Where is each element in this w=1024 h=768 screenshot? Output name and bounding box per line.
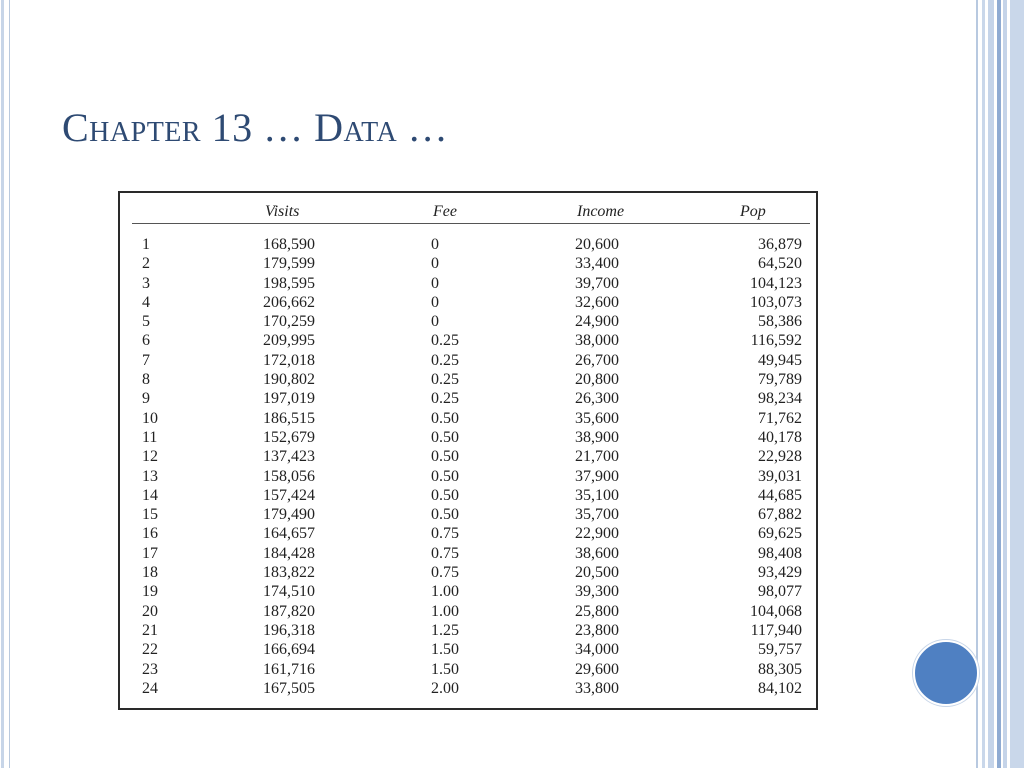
row-number: 12 — [142, 448, 158, 466]
left-border — [0, 0, 10, 768]
fee-cell: 0.25 — [431, 351, 459, 369]
income-cell: 35,100 — [575, 486, 619, 504]
table-row — [120, 274, 820, 293]
table-row — [120, 447, 820, 466]
row-number: 1 — [142, 236, 150, 253]
income-cell: 25,800 — [575, 602, 619, 620]
fee-cell: 0.50 — [431, 486, 459, 504]
visits-cell: 157,424 — [263, 486, 315, 504]
pop-cell: 36,879 — [758, 236, 802, 253]
income-cell: 33,400 — [575, 255, 619, 273]
row-number: 11 — [142, 428, 158, 446]
row-number: 13 — [142, 467, 158, 485]
pop-cell: 98,234 — [758, 390, 802, 408]
row-number: 24 — [142, 679, 158, 697]
pop-cell: 117,940 — [750, 621, 802, 639]
fee-cell: 1.00 — [431, 602, 459, 620]
income-cell: 21,700 — [575, 448, 619, 466]
fee-cell: 0 — [431, 313, 439, 331]
pop-cell: 103,073 — [750, 293, 802, 311]
visits-cell: 209,995 — [263, 332, 315, 350]
table-row — [120, 428, 820, 447]
pop-cell: 116,592 — [750, 332, 802, 350]
table-row — [120, 486, 820, 505]
visits-cell: 197,019 — [263, 390, 315, 408]
table-row — [120, 602, 820, 621]
row-number: 2 — [142, 255, 150, 273]
income-cell: 24,900 — [575, 313, 619, 331]
fee-cell: 0 — [431, 293, 439, 311]
income-cell: 35,700 — [575, 506, 619, 524]
fee-cell: 0.25 — [431, 332, 459, 350]
pop-cell: 88,305 — [758, 660, 802, 678]
header-pop: Pop — [740, 203, 766, 220]
row-number: 20 — [142, 602, 158, 620]
visits-cell: 164,657 — [263, 525, 315, 543]
slide-title: Chapter 13 … Data … — [62, 105, 449, 150]
income-cell: 32,600 — [575, 293, 619, 311]
table-row — [120, 660, 820, 679]
table-row — [120, 505, 820, 524]
row-number: 4 — [142, 293, 150, 311]
table-row — [120, 389, 820, 408]
income-cell: 26,700 — [575, 351, 619, 369]
row-number: 10 — [142, 409, 158, 427]
pop-cell: 79,789 — [758, 371, 802, 389]
pop-cell: 93,429 — [758, 564, 802, 582]
fee-cell: 0.50 — [431, 428, 459, 446]
visits-cell: 152,679 — [263, 428, 315, 446]
visits-cell: 161,716 — [263, 660, 315, 678]
income-cell: 39,300 — [575, 583, 619, 601]
fee-cell: 1.50 — [431, 641, 459, 659]
fee-cell: 0.50 — [431, 409, 459, 427]
fee-cell: 0.50 — [431, 467, 459, 485]
income-cell: 37,900 — [575, 467, 619, 485]
header-income: Income — [577, 203, 625, 220]
visits-cell: 184,428 — [263, 544, 315, 562]
visits-cell: 183,822 — [263, 564, 315, 582]
visits-cell: 198,595 — [263, 274, 315, 292]
visits-cell: 187,820 — [263, 602, 315, 620]
table-row — [120, 351, 820, 370]
table-row — [120, 293, 820, 312]
pop-cell: 59,757 — [758, 641, 802, 659]
fee-cell: 0 — [431, 255, 439, 273]
table-row — [120, 544, 820, 563]
row-number: 6 — [142, 332, 150, 350]
fee-cell: 0.75 — [431, 525, 459, 543]
table-header — [132, 203, 810, 224]
fee-cell: 1.50 — [431, 660, 459, 678]
pop-cell: 22,928 — [758, 448, 802, 466]
fee-cell: 1.00 — [431, 583, 459, 601]
row-number: 22 — [142, 641, 158, 659]
pop-cell: 98,077 — [758, 583, 802, 601]
row-number: 17 — [142, 544, 158, 562]
income-cell: 34,000 — [575, 641, 619, 659]
visits-cell: 168,590 — [263, 236, 315, 253]
visits-cell: 174,510 — [263, 583, 315, 601]
pop-cell: 104,068 — [750, 602, 802, 620]
right-border — [976, 0, 1024, 768]
table-row — [120, 467, 820, 486]
visits-cell: 196,318 — [263, 621, 315, 639]
pop-cell: 67,882 — [758, 506, 802, 524]
row-number: 21 — [142, 621, 158, 639]
income-cell: 20,600 — [575, 236, 619, 253]
table-row — [120, 621, 820, 640]
visits-cell: 167,505 — [263, 679, 315, 697]
row-number: 5 — [142, 313, 150, 331]
visits-cell: 179,490 — [263, 506, 315, 524]
row-number: 7 — [142, 351, 150, 369]
visits-cell: 172,018 — [263, 351, 315, 369]
row-number: 3 — [142, 274, 150, 292]
fee-cell: 2.00 — [431, 679, 459, 697]
fee-cell: 0 — [431, 274, 439, 292]
table-row — [120, 235, 820, 254]
row-number: 9 — [142, 390, 150, 408]
visits-cell: 190,802 — [263, 371, 315, 389]
visits-cell: 206,662 — [263, 293, 315, 311]
table-row — [120, 370, 820, 389]
header-fee: Fee — [433, 203, 457, 220]
table-row — [120, 331, 820, 350]
row-number: 18 — [142, 564, 158, 582]
data-table — [118, 191, 818, 710]
income-cell: 38,900 — [575, 428, 619, 446]
income-cell: 35,600 — [575, 409, 619, 427]
row-number: 23 — [142, 660, 158, 678]
row-number: 8 — [142, 371, 150, 389]
table-row — [120, 312, 820, 331]
income-cell: 29,600 — [575, 660, 619, 678]
fee-cell: 0.25 — [431, 390, 459, 408]
decorative-circle — [913, 640, 979, 706]
table-row — [120, 640, 820, 659]
fee-cell: 0.75 — [431, 564, 459, 582]
fee-cell: 0.25 — [431, 371, 459, 389]
table-row — [120, 679, 820, 698]
visits-cell: 158,056 — [263, 467, 315, 485]
fee-cell: 0.75 — [431, 544, 459, 562]
visits-cell: 186,515 — [263, 409, 315, 427]
pop-cell: 69,625 — [758, 525, 802, 543]
income-cell: 23,800 — [575, 621, 619, 639]
income-cell: 33,800 — [575, 679, 619, 697]
row-number: 16 — [142, 525, 158, 543]
row-number: 19 — [142, 583, 158, 601]
income-cell: 39,700 — [575, 274, 619, 292]
fee-cell: 0.50 — [431, 506, 459, 524]
income-cell: 26,300 — [575, 390, 619, 408]
fee-cell: 1.25 — [431, 621, 459, 639]
row-number: 14 — [142, 486, 158, 504]
pop-cell: 104,123 — [750, 274, 802, 292]
pop-cell: 98,408 — [758, 544, 802, 562]
visits-cell: 137,423 — [263, 448, 315, 466]
fee-cell: 0 — [431, 236, 439, 253]
visits-cell: 166,694 — [263, 641, 315, 659]
fee-cell: 0.50 — [431, 448, 459, 466]
pop-cell: 84,102 — [758, 679, 802, 697]
pop-cell: 39,031 — [758, 467, 802, 485]
table-row — [120, 254, 820, 273]
income-cell: 38,600 — [575, 544, 619, 562]
income-cell: 20,500 — [575, 564, 619, 582]
table-row — [120, 524, 820, 543]
income-cell: 20,800 — [575, 371, 619, 389]
table-row — [120, 582, 820, 601]
pop-cell: 40,178 — [758, 428, 802, 446]
income-cell: 22,900 — [575, 525, 619, 543]
pop-cell: 44,685 — [758, 486, 802, 504]
table-row — [120, 563, 820, 582]
pop-cell: 49,945 — [758, 351, 802, 369]
pop-cell: 58,386 — [758, 313, 802, 331]
pop-cell: 64,520 — [758, 255, 802, 273]
income-cell: 38,000 — [575, 332, 619, 350]
pop-cell: 71,762 — [758, 409, 802, 427]
table-row — [120, 409, 820, 428]
table-body — [120, 235, 820, 698]
visits-cell: 170,259 — [263, 313, 315, 331]
row-number: 15 — [142, 506, 158, 524]
visits-cell: 179,599 — [263, 255, 315, 273]
header-visits: Visits — [265, 203, 300, 220]
